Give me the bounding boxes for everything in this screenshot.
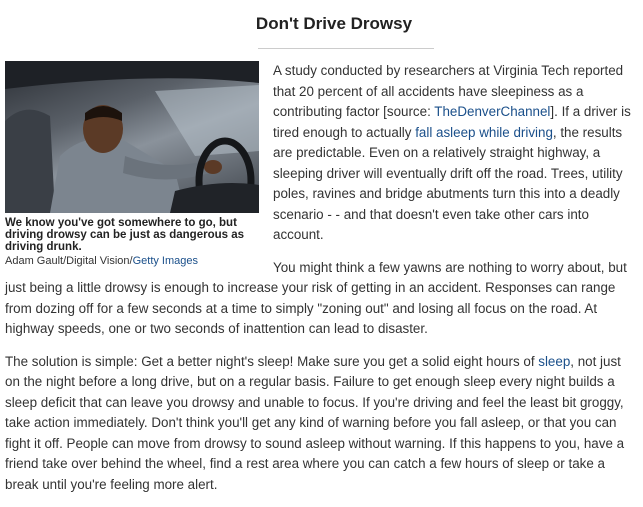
sleep-link[interactable]: sleep (538, 353, 571, 369)
p1-text-c: , the results are predictable. Even on a relatively straight highway, a sleeping driver will eventually drift off the road. Trees, utility poles, ravines and bridge abutments turn this into a deadly scenario - - and that doesn't even take other cars into account. (273, 124, 623, 242)
thedenverchannel-link[interactable]: TheDenverChannel (434, 104, 551, 119)
fall-asleep-while-driving-link[interactable]: fall asleep while driving (415, 124, 553, 140)
getty-images-link[interactable]: Getty Images (132, 255, 199, 267)
paragraph-3 (5, 352, 635, 496)
article-title: Don't Drive Drowsy (255, 14, 413, 33)
article-body (5, 61, 635, 507)
p1-text-a: A study conducted by researchers at Virginia Tech reported that 20 percent of all accidents have sleepiness as a contributing factor [source: (273, 63, 624, 119)
p1-text-b: ]. If a driver is tired enough to actually (273, 104, 631, 140)
figure-spacer (5, 61, 261, 275)
p3-text-b: , not just on the night before a long drive, but on a regular basis. Failure to get enough sleep every night builds a sleep deficit that can leave you drowsy and unable to focus. If you're driving and feel the least bit groggy, take action immediately. Don't think you'll get any kind of warning before you fall asleep, or that you can fight it off. People can move from drowsy to sound asleep without warning. If this happens to you, have a friend take over behind the wheel, find a rest area where you can catch a few hours of sleep or take a break until you're feeling more alert. (5, 353, 625, 492)
figure-caption: We know you've got somewhere to go, but driving drowsy can be just as dangerous as driving drunk. (5, 217, 245, 253)
credit-text: Adam Gault/Digital Vision/ (5, 255, 133, 267)
paragraph-2: You might think a few yawns are nothing to worry about, but just being a little drowsy is enough to increase your risk of getting in an accident. Responses can range from dozing off for a few seconds at a time to simply "zoning out" and losing all focus on the road. At highway speeds, one or two seconds of inattention can lead to disaster. (5, 259, 627, 336)
title-divider (258, 48, 434, 49)
p3-text-a: The solution is simple: Get a better night's sleep! Make sure you get a solid eight hours of (5, 353, 539, 369)
